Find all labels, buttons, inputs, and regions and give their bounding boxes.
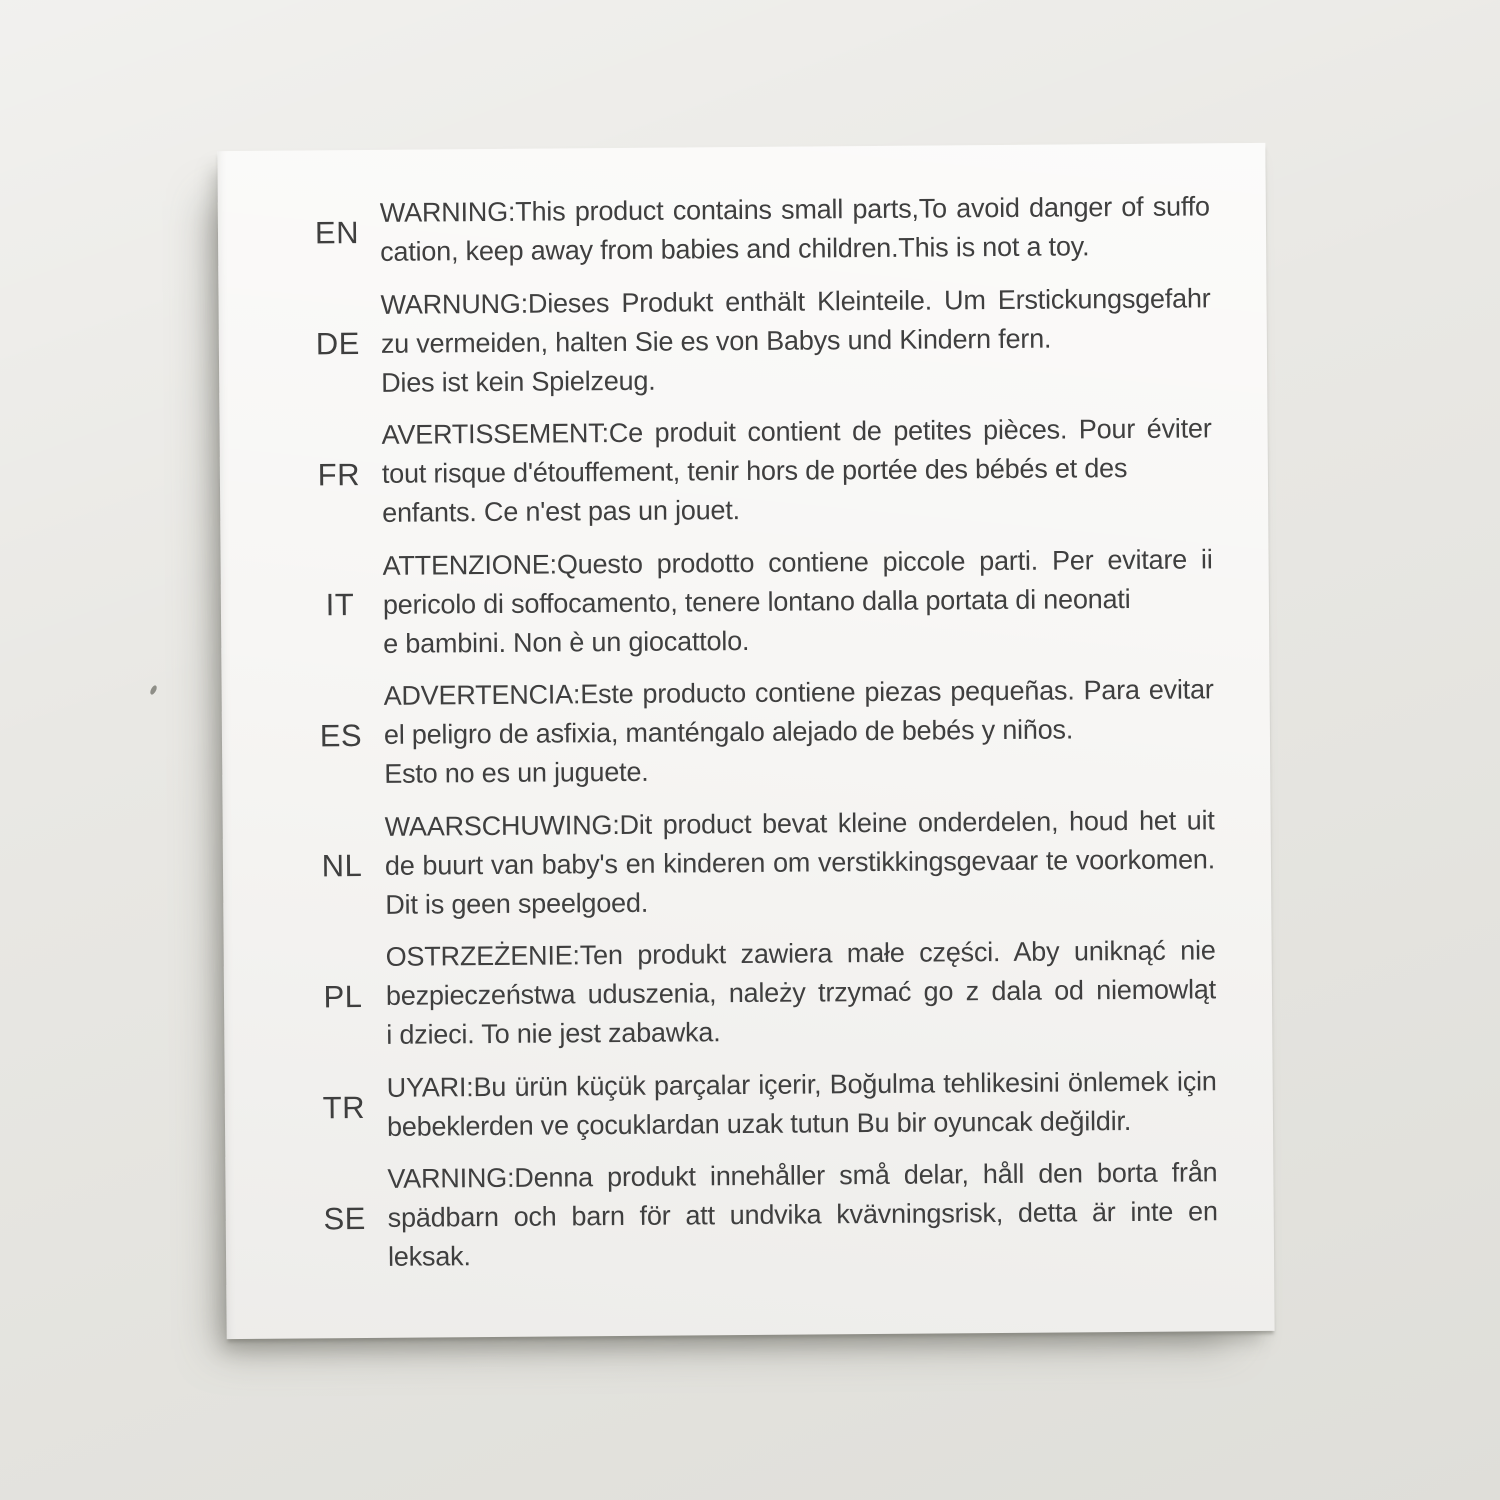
section-lines: [380, 187, 1211, 272]
warning-text-line: ATTENZIONE:Questo prodotto contiene piccole parti. Per evitare ii: [382, 543, 1213, 581]
warning-text-line: bebeklerden ve çocuklardan uzak tutun Bu bir oyuncak değildir.: [386, 1105, 1132, 1142]
warning-text-line: e bambini. Non è un giocattolo.: [383, 625, 750, 659]
warning-text-line: Esto no es un juguete.: [384, 756, 649, 789]
warning-text-line: i dzieci. To nie jest zabawka.: [386, 1017, 721, 1050]
warning-text-line: enfants. Ce n'est pas un jouet.: [382, 495, 741, 528]
section-lines: [382, 540, 1213, 664]
warning-text-line: Dies ist kein Spielzeug.: [381, 365, 656, 398]
language-code: PL: [323, 978, 363, 1014]
section-lines: [381, 409, 1212, 533]
language-code: TR: [322, 1089, 366, 1125]
warning-text-line: UYARI:Bu ürün küçük parçalar içerir, Boğulma tehlikesini önlemek için: [386, 1065, 1217, 1103]
language-section: [300, 931, 1217, 1055]
language-code: DE: [315, 326, 361, 362]
warning-text-line: zu vermeiden, halten Sie es von Babys und Kindern fern.: [380, 323, 1052, 359]
warning-text-line: OSTRZEŻENIE:Ten produkt zawiera małe części. Aby uniknąć nie: [385, 935, 1216, 972]
section-lines: [380, 279, 1211, 403]
warning-text-line: VARNING:Denna produkt innehåller små delar, håll den borta från: [387, 1157, 1218, 1194]
label-sections: [217, 143, 1274, 1339]
warning-text-line: tout risque d'étouffement, tenir hors de portée des bébés et des: [381, 452, 1128, 489]
section-lines: [386, 931, 1217, 1055]
warning-text-line: WARNING:This product contains small parts,To avoid danger of suffo: [379, 191, 1210, 228]
language-section: [299, 801, 1216, 925]
warning-text-line: Dit is geen speelgoed.: [385, 887, 649, 920]
section-lines: [385, 801, 1216, 925]
section-lines: [387, 1153, 1218, 1277]
warning-text-line: ADVERTENCIA:Este producto contiene piezas pequeñas. Para evitar: [383, 674, 1214, 711]
language-code: ES: [319, 717, 363, 753]
warning-text-line: el peligro de asfixia, manténgalo alejado de bebés y niños.: [383, 714, 1074, 750]
warning-text-line: spädbarn och barn för att undvika kvävningsrisk, detta är inte en: [387, 1196, 1218, 1233]
background-speck: [149, 684, 158, 695]
warning-text-line: WAARSCHUWING:Dit product bevat kleine onderdelen, houd het uit: [384, 804, 1215, 842]
language-section: [295, 409, 1212, 533]
language-section: [297, 670, 1214, 794]
language-code: IT: [325, 587, 355, 623]
warning-text-line: bezpieczeństwa uduszenia, należy trzymać go z dala od niemowląt: [385, 974, 1217, 1011]
warning-label-paper: [217, 143, 1274, 1339]
language-section: [301, 1153, 1218, 1277]
warning-text-line: cation, keep away from babies and children.This is not a toy.: [380, 231, 1090, 267]
language-code: NL: [321, 848, 363, 884]
language-section: [301, 1062, 1218, 1147]
language-code: FR: [317, 456, 361, 492]
language-code: SE: [323, 1200, 367, 1236]
warning-text-line: WARNUNG:Dieses Produkt enthält Kleinteile. Um Erstickungsgefahr: [380, 282, 1211, 320]
warning-text-line: pericolo di soffocamento, tenere lontano dalla portata di neonati: [382, 583, 1131, 620]
warning-text-line: de buurt van baby's en kinderen om verstikkingsgevaar te voorkomen.: [384, 843, 1216, 881]
language-section: [296, 540, 1213, 664]
language-code: EN: [314, 215, 360, 251]
warning-text-line: leksak.: [387, 1241, 471, 1272]
language-section: [294, 279, 1211, 403]
section-lines: [387, 1062, 1218, 1147]
language-section: [294, 187, 1211, 272]
warning-text-line: AVERTISSEMENT:Ce produit contient de petites pièces. Pour éviter: [381, 413, 1212, 450]
section-lines: [383, 670, 1214, 794]
